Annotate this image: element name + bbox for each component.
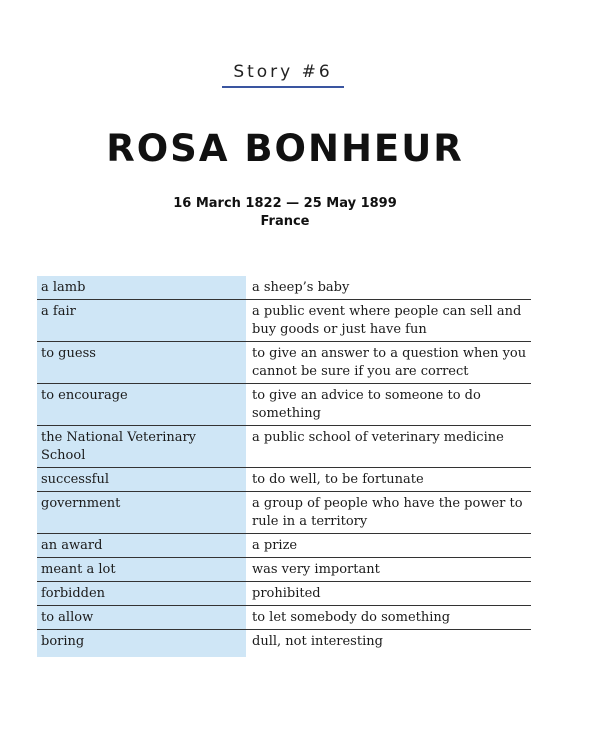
vocab-definition: a public school of veterinary medicine [252,430,504,445]
vocab-definition: a public event where people can sell and buy goods or just have fun [252,304,522,337]
country: France [260,214,310,229]
vocab-row [37,582,531,606]
vocab-row [37,426,531,468]
vocab-definition: dull, not interesting [252,634,383,649]
vocab-definition: to do well, to be fortunate [252,472,424,487]
vocab-term: an award [41,538,103,553]
vocab-definition: to give an answer to a question when you cannot be sure if you are correct [252,346,527,379]
vocab-row [37,276,531,300]
life-dates: 16 March 1822 — 25 May 1899 [173,196,397,211]
vocab-term: government [41,496,121,511]
vocab-definition: was very important [252,562,380,577]
vocab-term: to guess [41,346,96,361]
story-number-label: Story #6 [233,62,333,82]
vocab-term: to allow [41,610,94,625]
vocab-term: to encourage [41,388,128,403]
vocab-term: forbidden [41,586,106,601]
vocabulary-table [37,276,531,653]
vocab-definition: a prize [252,538,298,553]
vocab-definition: prohibited [252,586,321,601]
vocab-row [37,534,531,558]
vocab-definition: to give an advice to someone to do something [252,388,481,421]
vocab-row [37,342,531,384]
vocab-row [37,492,531,534]
vocab-definition: a group of people who have the power to rule in a territory [252,496,523,529]
vocab-term: a fair [41,304,76,319]
vocab-row [37,384,531,426]
vocab-row [37,558,531,582]
vocab-term: a lamb [41,280,86,295]
life-dates-block [0,195,570,231]
vocab-row [37,300,531,342]
page-title: ROSA BONHEUR [106,127,464,170]
vocab-term: successful [41,472,109,487]
vocab-definition: to let somebody do something [252,610,451,625]
vocab-term: the National Veterinary School [41,430,197,463]
vocab-definition: a sheep’s baby [252,280,350,295]
vocab-term: boring [41,634,85,649]
vocab-term: meant a lot [41,562,116,577]
vocab-row [37,606,531,630]
story-label-underline [222,86,344,88]
vocab-row [37,630,531,653]
vocab-row [37,468,531,492]
